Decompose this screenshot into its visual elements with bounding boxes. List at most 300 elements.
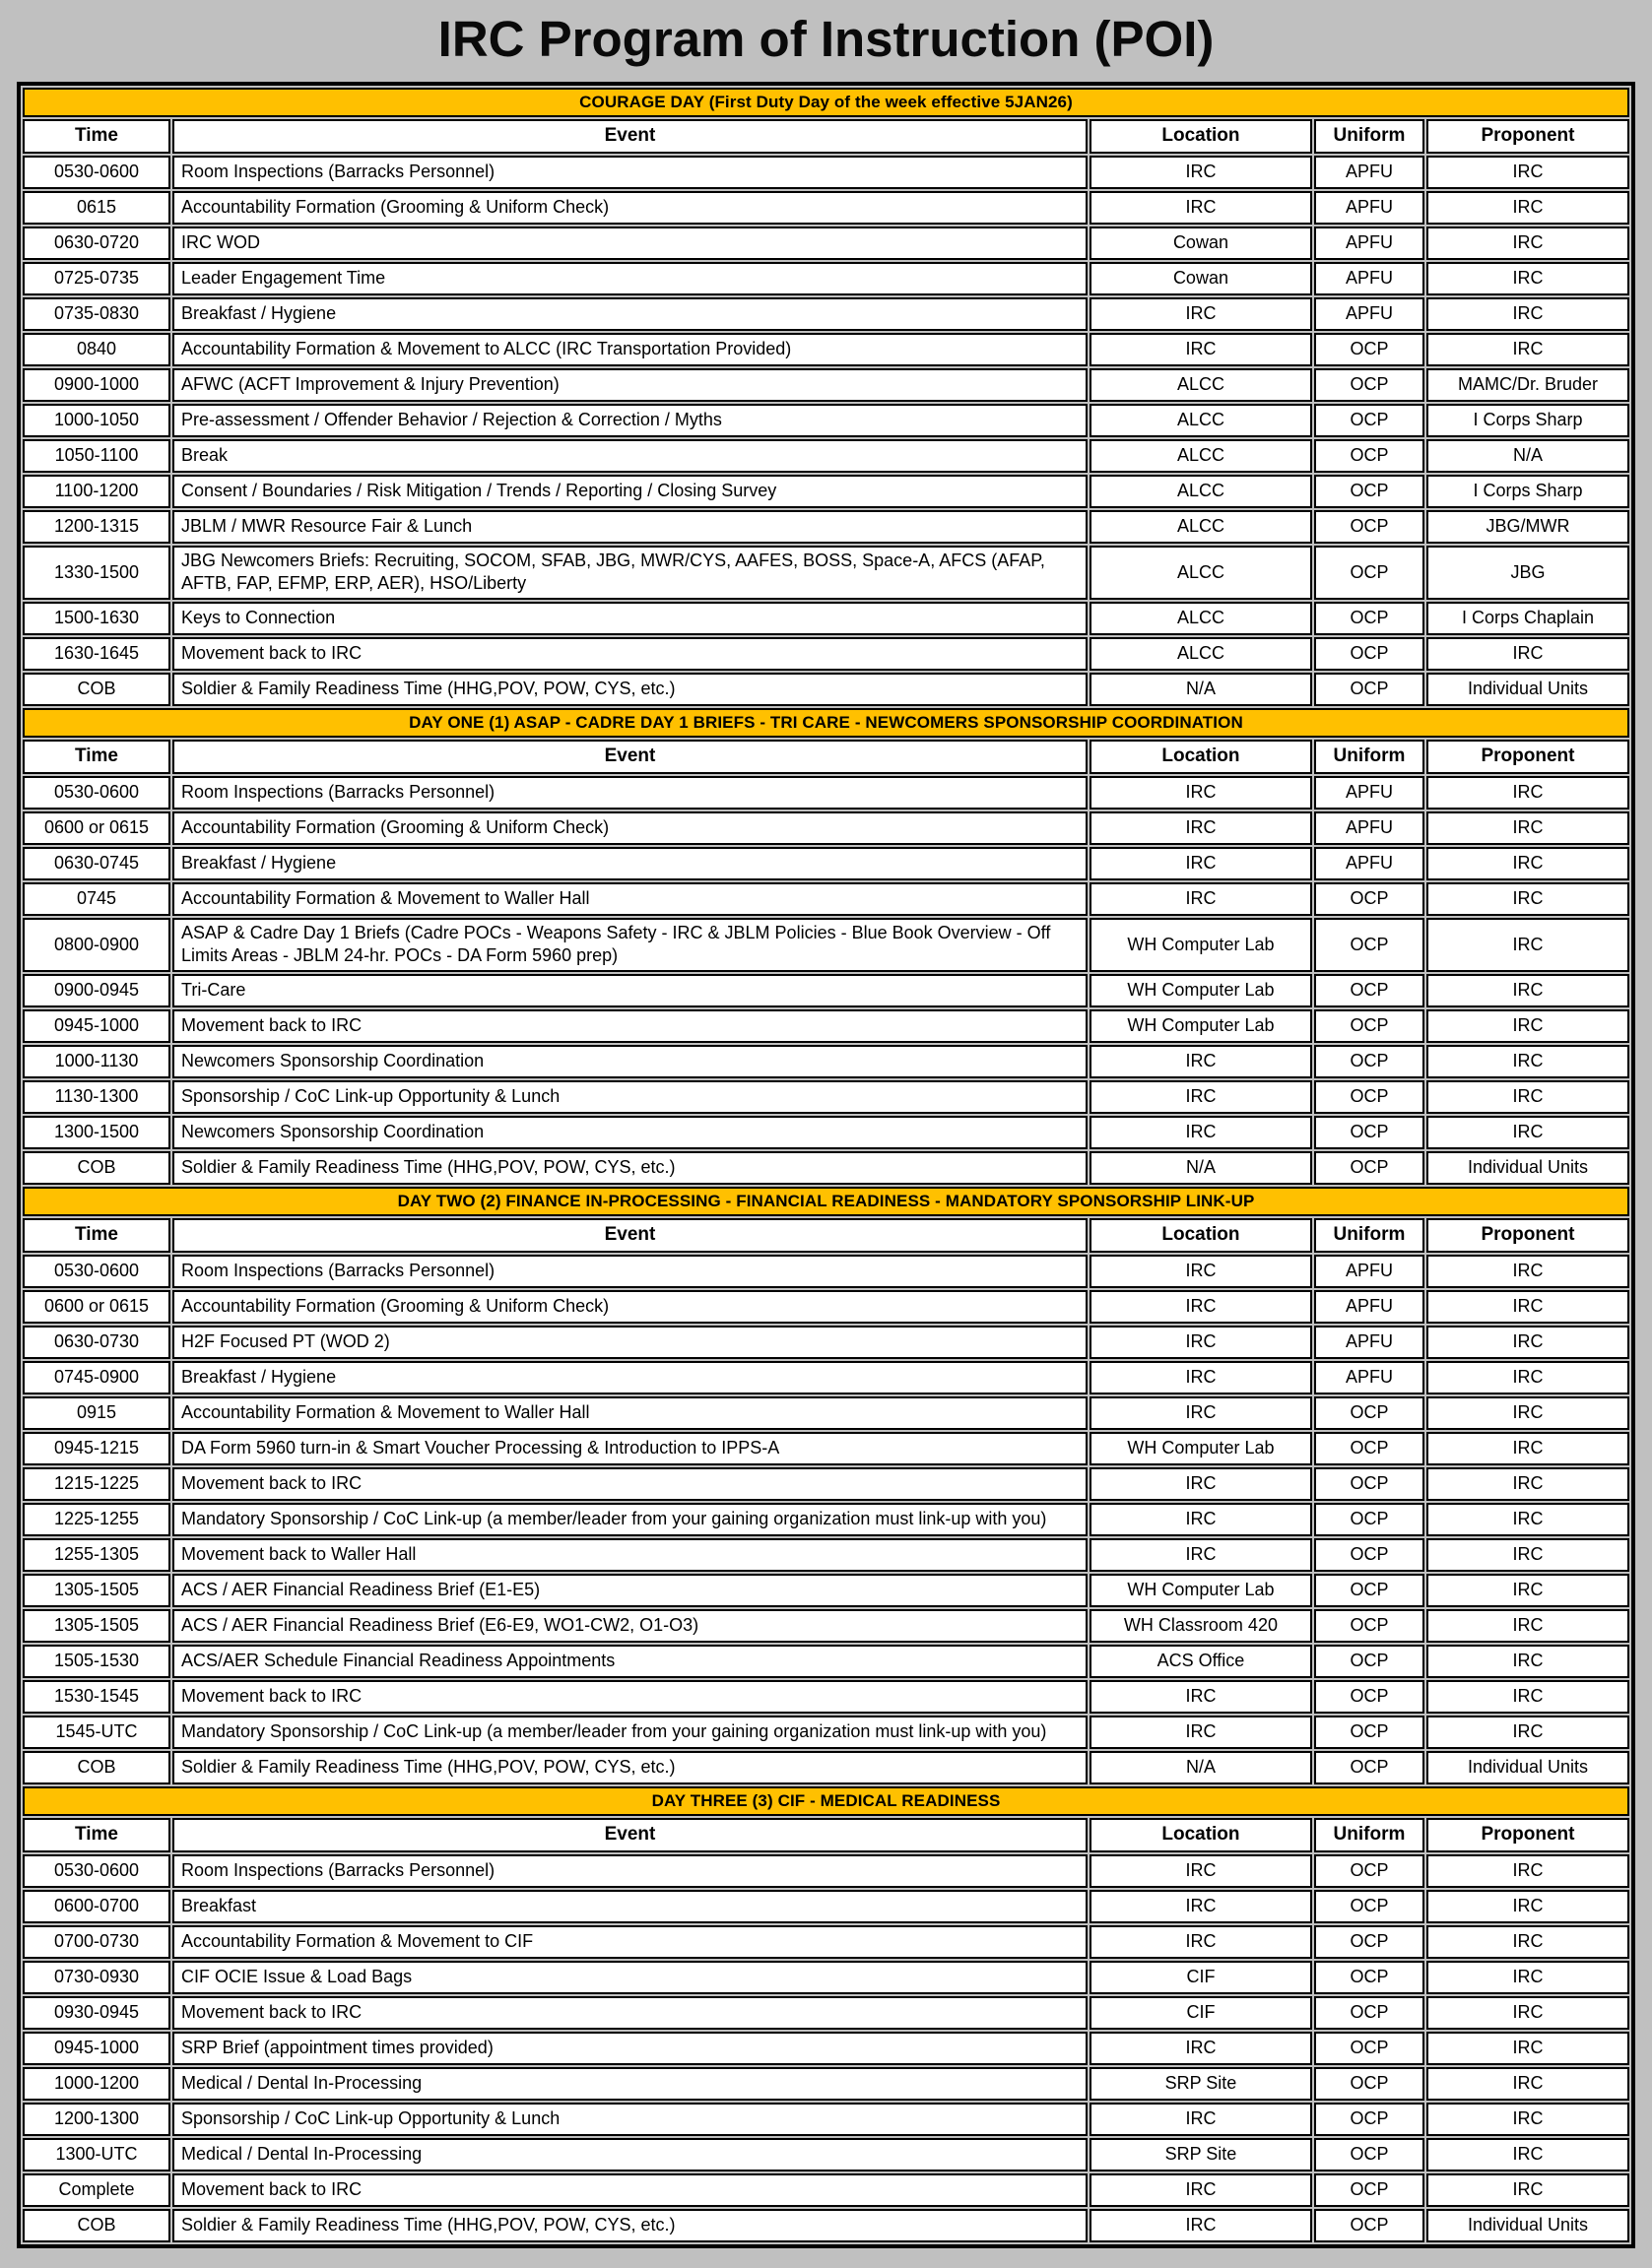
cell-proponent: IRC <box>1426 156 1629 189</box>
cell-event: CIF OCIE Issue & Load Bags <box>172 1961 1088 1994</box>
section-header-row <box>23 1187 1629 1216</box>
column-header-location: Location <box>1090 119 1312 154</box>
cell-proponent: IRC <box>1426 2138 1629 2171</box>
section-header: DAY TWO (2) FINANCE IN-PROCESSING - FINANCIAL READINESS - MANDATORY SPONSORSHIP LINK-UP <box>23 1187 1629 1216</box>
table-row <box>23 1538 1629 1572</box>
cell-time: 1330-1500 <box>23 546 170 600</box>
section-header-row <box>23 88 1629 117</box>
table-row <box>23 333 1629 366</box>
cell-uniform: OCP <box>1314 2173 1424 2207</box>
cell-location: WH Classroom 420 <box>1090 1609 1312 1643</box>
cell-time: 0700-0730 <box>23 1925 170 1959</box>
cell-event: Medical / Dental In-Processing <box>172 2138 1088 2171</box>
cell-time: 1000-1200 <box>23 2067 170 2101</box>
cell-uniform: APFU <box>1314 227 1424 260</box>
cell-uniform: OCP <box>1314 404 1424 437</box>
cell-time: 0945-1215 <box>23 1432 170 1465</box>
cell-time: 1545-UTC <box>23 1716 170 1749</box>
cell-uniform: APFU <box>1314 297 1424 331</box>
cell-proponent: IRC <box>1426 1432 1629 1465</box>
cell-event: H2F Focused PT (WOD 2) <box>172 1326 1088 1359</box>
cell-uniform: APFU <box>1314 1255 1424 1288</box>
table-row <box>23 1290 1629 1324</box>
cell-proponent: Individual Units <box>1426 1151 1629 1185</box>
cell-event: Movement back to IRC <box>172 1996 1088 2030</box>
cell-location: IRC <box>1090 1503 1312 1536</box>
table-row <box>23 2032 1629 2065</box>
cell-proponent: IRC <box>1426 1609 1629 1643</box>
table-row <box>23 1574 1629 1607</box>
cell-location: ALCC <box>1090 368 1312 402</box>
table-row <box>23 1503 1629 1536</box>
cell-time: 0600-0700 <box>23 1890 170 1923</box>
table-row <box>23 1045 1629 1078</box>
cell-time: COB <box>23 673 170 706</box>
cell-proponent: IRC <box>1426 811 1629 845</box>
cell-event: Room Inspections (Barracks Personnel) <box>172 776 1088 810</box>
cell-proponent: IRC <box>1426 1080 1629 1114</box>
cell-location: IRC <box>1090 191 1312 225</box>
column-header-proponent: Proponent <box>1426 1818 1629 1852</box>
cell-uniform: OCP <box>1314 1751 1424 1784</box>
column-header-proponent: Proponent <box>1426 1218 1629 1253</box>
cell-uniform: APFU <box>1314 1290 1424 1324</box>
column-header-time: Time <box>23 740 170 774</box>
cell-location: IRC <box>1090 1925 1312 1959</box>
column-header-time: Time <box>23 1218 170 1253</box>
cell-proponent: IRC <box>1426 882 1629 916</box>
cell-proponent: JBG <box>1426 546 1629 600</box>
cell-uniform: OCP <box>1314 1609 1424 1643</box>
cell-uniform: OCP <box>1314 1854 1424 1888</box>
cell-event: Soldier & Family Readiness Time (HHG,POV, POW, CYS, etc.) <box>172 673 1088 706</box>
cell-event: DA Form 5960 turn-in & Smart Voucher Processing & Introduction to IPPS-A <box>172 1432 1088 1465</box>
cell-time: 0730-0930 <box>23 1961 170 1994</box>
column-header-location: Location <box>1090 740 1312 774</box>
cell-uniform: OCP <box>1314 1716 1424 1749</box>
cell-location: Cowan <box>1090 262 1312 295</box>
cell-uniform: OCP <box>1314 1890 1424 1923</box>
cell-event: Movement back to Waller Hall <box>172 1538 1088 1572</box>
cell-uniform: OCP <box>1314 637 1424 671</box>
cell-event: Mandatory Sponsorship / CoC Link-up (a member/leader from your gaining organization must link-up with you) <box>172 1716 1088 1749</box>
cell-location: ALCC <box>1090 439 1312 473</box>
cell-uniform: OCP <box>1314 2209 1424 2242</box>
cell-time: 0600 or 0615 <box>23 1290 170 1324</box>
table-row <box>23 1854 1629 1888</box>
cell-time: COB <box>23 1751 170 1784</box>
table-row <box>23 546 1629 600</box>
cell-time: 1530-1545 <box>23 1680 170 1714</box>
cell-proponent: IRC <box>1426 1255 1629 1288</box>
cell-location: WH Computer Lab <box>1090 1574 1312 1607</box>
cell-event: Pre-assessment / Offender Behavior / Rejection & Correction / Myths <box>172 404 1088 437</box>
cell-uniform: OCP <box>1314 546 1424 600</box>
cell-proponent: JBG/MWR <box>1426 510 1629 544</box>
section-header-row <box>23 708 1629 738</box>
cell-location: IRC <box>1090 2032 1312 2065</box>
cell-time: 0630-0720 <box>23 227 170 260</box>
cell-proponent: I Corps Sharp <box>1426 404 1629 437</box>
cell-location: SRP Site <box>1090 2067 1312 2101</box>
cell-uniform: OCP <box>1314 1045 1424 1078</box>
column-header-proponent: Proponent <box>1426 740 1629 774</box>
cell-uniform: OCP <box>1314 1680 1424 1714</box>
cell-location: IRC <box>1090 1396 1312 1430</box>
table-row <box>23 439 1629 473</box>
cell-time: COB <box>23 1151 170 1185</box>
cell-event: Tri-Care <box>172 974 1088 1007</box>
cell-event: Break <box>172 439 1088 473</box>
table-row <box>23 1361 1629 1394</box>
table-row <box>23 1645 1629 1678</box>
cell-proponent: IRC <box>1426 1574 1629 1607</box>
cell-location: ALCC <box>1090 404 1312 437</box>
cell-location: SRP Site <box>1090 2138 1312 2171</box>
column-header-time: Time <box>23 119 170 154</box>
cell-uniform: OCP <box>1314 333 1424 366</box>
cell-time: 1225-1255 <box>23 1503 170 1536</box>
cell-proponent: IRC <box>1426 637 1629 671</box>
cell-uniform: OCP <box>1314 1009 1424 1043</box>
cell-location: IRC <box>1090 333 1312 366</box>
table-row <box>23 1751 1629 1784</box>
cell-event: Movement back to IRC <box>172 1009 1088 1043</box>
cell-uniform: OCP <box>1314 1996 1424 2030</box>
cell-time: 0530-0600 <box>23 1255 170 1288</box>
cell-time: 1300-1500 <box>23 1116 170 1149</box>
cell-location: CIF <box>1090 1996 1312 2030</box>
column-header-row <box>23 1818 1629 1852</box>
cell-event: Movement back to IRC <box>172 1680 1088 1714</box>
column-header-proponent: Proponent <box>1426 119 1629 154</box>
cell-uniform: OCP <box>1314 974 1424 1007</box>
cell-uniform: OCP <box>1314 510 1424 544</box>
cell-time: 1500-1630 <box>23 602 170 635</box>
table-row <box>23 1116 1629 1149</box>
cell-time: 1200-1315 <box>23 510 170 544</box>
cell-event: Accountability Formation (Grooming & Uniform Check) <box>172 1290 1088 1324</box>
cell-proponent: IRC <box>1426 2032 1629 2065</box>
cell-event: Soldier & Family Readiness Time (HHG,POV, POW, CYS, etc.) <box>172 2209 1088 2242</box>
cell-uniform: OCP <box>1314 1538 1424 1572</box>
section-header: COURAGE DAY (First Duty Day of the week effective 5JAN26) <box>23 88 1629 117</box>
cell-uniform: OCP <box>1314 1151 1424 1185</box>
poi-schedule-table <box>17 82 1635 2248</box>
cell-event: Sponsorship / CoC Link-up Opportunity & Lunch <box>172 1080 1088 1114</box>
cell-time: 1630-1645 <box>23 637 170 671</box>
table-row <box>23 2209 1629 2242</box>
table-row <box>23 1080 1629 1114</box>
column-header-event: Event <box>172 740 1088 774</box>
cell-uniform: OCP <box>1314 1467 1424 1501</box>
cell-proponent: IRC <box>1426 1116 1629 1149</box>
cell-event: Breakfast <box>172 1890 1088 1923</box>
column-header-row <box>23 1218 1629 1253</box>
cell-location: N/A <box>1090 1751 1312 1784</box>
cell-time: 0800-0900 <box>23 918 170 972</box>
cell-uniform: APFU <box>1314 1326 1424 1359</box>
table-row <box>23 510 1629 544</box>
cell-location: IRC <box>1090 297 1312 331</box>
cell-location: IRC <box>1090 1716 1312 1749</box>
cell-uniform: OCP <box>1314 1432 1424 1465</box>
table-row <box>23 847 1629 880</box>
column-header-uniform: Uniform <box>1314 1818 1424 1852</box>
cell-uniform: OCP <box>1314 2067 1424 2101</box>
cell-event: Movement back to IRC <box>172 2173 1088 2207</box>
table-row <box>23 882 1629 916</box>
cell-location: ALCC <box>1090 510 1312 544</box>
cell-location: IRC <box>1090 1290 1312 1324</box>
cell-event: Accountability Formation & Movement to ALCC (IRC Transportation Provided) <box>172 333 1088 366</box>
cell-event: Soldier & Family Readiness Time (HHG,POV, POW, CYS, etc.) <box>172 1151 1088 1185</box>
cell-event: Movement back to IRC <box>172 1467 1088 1501</box>
table-row <box>23 918 1629 972</box>
cell-event: ASAP & Cadre Day 1 Briefs (Cadre POCs - Weapons Safety - IRC & JBLM Policies - Blue Book Overview - Off Limits Areas - JBLM 24-hr. POCs - DA Form 5960 prep) <box>172 918 1088 972</box>
cell-uniform: OCP <box>1314 1925 1424 1959</box>
column-header-uniform: Uniform <box>1314 740 1424 774</box>
cell-location: IRC <box>1090 2103 1312 2136</box>
cell-event: Room Inspections (Barracks Personnel) <box>172 156 1088 189</box>
cell-uniform: OCP <box>1314 2103 1424 2136</box>
cell-event: ACS / AER Financial Readiness Brief (E6-E9, WO1-CW2, O1-O3) <box>172 1609 1088 1643</box>
table-row <box>23 1255 1629 1288</box>
table-row <box>23 368 1629 402</box>
column-header-row <box>23 740 1629 774</box>
cell-location: IRC <box>1090 847 1312 880</box>
cell-uniform: OCP <box>1314 673 1424 706</box>
cell-uniform: OCP <box>1314 2138 1424 2171</box>
cell-proponent: IRC <box>1426 1045 1629 1078</box>
cell-event: IRC WOD <box>172 227 1088 260</box>
cell-proponent: IRC <box>1426 1467 1629 1501</box>
cell-location: WH Computer Lab <box>1090 918 1312 972</box>
table-row <box>23 811 1629 845</box>
cell-location: IRC <box>1090 776 1312 810</box>
cell-time: 1215-1225 <box>23 1467 170 1501</box>
cell-location: WH Computer Lab <box>1090 1009 1312 1043</box>
cell-location: IRC <box>1090 1854 1312 1888</box>
column-header-uniform: Uniform <box>1314 1218 1424 1253</box>
table-row <box>23 2103 1629 2136</box>
cell-event: Room Inspections (Barracks Personnel) <box>172 1255 1088 1288</box>
cell-location: IRC <box>1090 1116 1312 1149</box>
table-row <box>23 191 1629 225</box>
cell-uniform: OCP <box>1314 1396 1424 1430</box>
cell-proponent: IRC <box>1426 918 1629 972</box>
cell-location: IRC <box>1090 1080 1312 1114</box>
column-header-location: Location <box>1090 1818 1312 1852</box>
cell-event: SRP Brief (appointment times provided) <box>172 2032 1088 2065</box>
cell-proponent: IRC <box>1426 1538 1629 1572</box>
cell-time: 0930-0945 <box>23 1996 170 2030</box>
cell-event: Breakfast / Hygiene <box>172 1361 1088 1394</box>
cell-proponent: IRC <box>1426 1716 1629 1749</box>
cell-location: WH Computer Lab <box>1090 974 1312 1007</box>
cell-proponent: I Corps Chaplain <box>1426 602 1629 635</box>
table-row <box>23 1009 1629 1043</box>
table-row <box>23 1432 1629 1465</box>
cell-location: IRC <box>1090 1361 1312 1394</box>
cell-proponent: IRC <box>1426 1009 1629 1043</box>
table-row <box>23 974 1629 1007</box>
cell-proponent: IRC <box>1426 1645 1629 1678</box>
cell-location: IRC <box>1090 1467 1312 1501</box>
cell-location: ACS Office <box>1090 1645 1312 1678</box>
cell-proponent: Individual Units <box>1426 1751 1629 1784</box>
cell-proponent: IRC <box>1426 333 1629 366</box>
cell-event: AFWC (ACFT Improvement & Injury Prevention) <box>172 368 1088 402</box>
cell-uniform: APFU <box>1314 262 1424 295</box>
cell-time: 0735-0830 <box>23 297 170 331</box>
cell-event: Breakfast / Hygiene <box>172 847 1088 880</box>
cell-proponent: IRC <box>1426 2173 1629 2207</box>
cell-time: 0945-1000 <box>23 1009 170 1043</box>
cell-location: ALCC <box>1090 546 1312 600</box>
cell-uniform: APFU <box>1314 191 1424 225</box>
cell-location: CIF <box>1090 1961 1312 1994</box>
cell-event: Soldier & Family Readiness Time (HHG,POV, POW, CYS, etc.) <box>172 1751 1088 1784</box>
cell-proponent: IRC <box>1426 2103 1629 2136</box>
cell-location: ALCC <box>1090 475 1312 508</box>
cell-location: IRC <box>1090 1326 1312 1359</box>
cell-location: IRC <box>1090 2173 1312 2207</box>
cell-uniform: OCP <box>1314 918 1424 972</box>
cell-proponent: IRC <box>1426 1854 1629 1888</box>
column-header-location: Location <box>1090 1218 1312 1253</box>
cell-proponent: IRC <box>1426 1396 1629 1430</box>
cell-proponent: IRC <box>1426 1290 1629 1324</box>
cell-uniform: APFU <box>1314 811 1424 845</box>
table-row <box>23 262 1629 295</box>
table-row <box>23 1326 1629 1359</box>
cell-uniform: OCP <box>1314 1116 1424 1149</box>
cell-time: 0600 or 0615 <box>23 811 170 845</box>
table-row <box>23 1609 1629 1643</box>
cell-uniform: OCP <box>1314 439 1424 473</box>
table-row <box>23 297 1629 331</box>
cell-time: 0945-1000 <box>23 2032 170 2065</box>
table-row <box>23 1151 1629 1185</box>
cell-time: 1300-UTC <box>23 2138 170 2171</box>
table-row <box>23 227 1629 260</box>
cell-time: 1100-1200 <box>23 475 170 508</box>
cell-event: Keys to Connection <box>172 602 1088 635</box>
cell-time: 0915 <box>23 1396 170 1430</box>
table-row <box>23 1467 1629 1501</box>
cell-location: IRC <box>1090 811 1312 845</box>
cell-uniform: OCP <box>1314 368 1424 402</box>
cell-time: 0840 <box>23 333 170 366</box>
cell-time: 1200-1300 <box>23 2103 170 2136</box>
page-title: IRC Program of Instruction (POI) <box>437 11 1215 67</box>
cell-time: 0630-0730 <box>23 1326 170 1359</box>
column-header-time: Time <box>23 1818 170 1852</box>
table-row <box>23 2138 1629 2171</box>
cell-uniform: OCP <box>1314 602 1424 635</box>
cell-event: Sponsorship / CoC Link-up Opportunity & Lunch <box>172 2103 1088 2136</box>
cell-time: 0900-0945 <box>23 974 170 1007</box>
cell-time: 0900-1000 <box>23 368 170 402</box>
cell-event: ACS / AER Financial Readiness Brief (E1-E5) <box>172 1574 1088 1607</box>
cell-proponent: IRC <box>1426 1680 1629 1714</box>
cell-proponent: N/A <box>1426 439 1629 473</box>
table-row <box>23 156 1629 189</box>
cell-event: Room Inspections (Barracks Personnel) <box>172 1854 1088 1888</box>
column-header-event: Event <box>172 119 1088 154</box>
cell-proponent: MAMC/Dr. Bruder <box>1426 368 1629 402</box>
cell-event: Accountability Formation & Movement to CIF <box>172 1925 1088 1959</box>
cell-proponent: Individual Units <box>1426 673 1629 706</box>
cell-event: Consent / Boundaries / Risk Mitigation / Trends / Reporting / Closing Survey <box>172 475 1088 508</box>
table-row <box>23 602 1629 635</box>
cell-proponent: IRC <box>1426 227 1629 260</box>
cell-location: IRC <box>1090 882 1312 916</box>
cell-proponent: IRC <box>1426 1890 1629 1923</box>
cell-proponent: IRC <box>1426 1925 1629 1959</box>
poi-table-body <box>23 88 1629 2242</box>
cell-uniform: OCP <box>1314 1503 1424 1536</box>
cell-event: Accountability Formation (Grooming & Uniform Check) <box>172 191 1088 225</box>
table-row <box>23 1961 1629 1994</box>
cell-proponent: IRC <box>1426 847 1629 880</box>
table-row <box>23 637 1629 671</box>
cell-location: IRC <box>1090 1255 1312 1288</box>
cell-proponent: IRC <box>1426 776 1629 810</box>
cell-uniform: OCP <box>1314 1961 1424 1994</box>
cell-event: Accountability Formation & Movement to Waller Hall <box>172 882 1088 916</box>
section-header-row <box>23 1786 1629 1816</box>
cell-event: Accountability Formation & Movement to Waller Hall <box>172 1396 1088 1430</box>
cell-uniform: OCP <box>1314 2032 1424 2065</box>
cell-uniform: OCP <box>1314 1574 1424 1607</box>
cell-location: IRC <box>1090 2209 1312 2242</box>
cell-event: ACS/AER Schedule Financial Readiness Appointments <box>172 1645 1088 1678</box>
cell-time: COB <box>23 2209 170 2242</box>
cell-proponent: I Corps Sharp <box>1426 475 1629 508</box>
cell-time: 0530-0600 <box>23 1854 170 1888</box>
table-row <box>23 2173 1629 2207</box>
cell-time: 0530-0600 <box>23 156 170 189</box>
cell-event: Newcomers Sponsorship Coordination <box>172 1045 1088 1078</box>
cell-uniform: OCP <box>1314 1080 1424 1114</box>
column-header-event: Event <box>172 1218 1088 1253</box>
cell-location: IRC <box>1090 1890 1312 1923</box>
table-row <box>23 1680 1629 1714</box>
section-header: DAY ONE (1) ASAP - CADRE DAY 1 BRIEFS - TRI CARE - NEWCOMERS SPONSORSHIP COORDINATION <box>23 708 1629 738</box>
table-row <box>23 1890 1629 1923</box>
cell-time: 1305-1505 <box>23 1574 170 1607</box>
cell-time: 0745 <box>23 882 170 916</box>
cell-uniform: APFU <box>1314 776 1424 810</box>
cell-location: IRC <box>1090 1538 1312 1572</box>
cell-event: JBLM / MWR Resource Fair & Lunch <box>172 510 1088 544</box>
cell-proponent: IRC <box>1426 1996 1629 2030</box>
cell-proponent: IRC <box>1426 262 1629 295</box>
cell-uniform: OCP <box>1314 1645 1424 1678</box>
cell-time: 1000-1050 <box>23 404 170 437</box>
table-row <box>23 1996 1629 2030</box>
cell-event: Breakfast / Hygiene <box>172 297 1088 331</box>
cell-event: Newcomers Sponsorship Coordination <box>172 1116 1088 1149</box>
cell-proponent: IRC <box>1426 1961 1629 1994</box>
table-row <box>23 404 1629 437</box>
cell-event: Medical / Dental In-Processing <box>172 2067 1088 2101</box>
cell-proponent: IRC <box>1426 1326 1629 1359</box>
column-header-event: Event <box>172 1818 1088 1852</box>
cell-time: 1000-1130 <box>23 1045 170 1078</box>
